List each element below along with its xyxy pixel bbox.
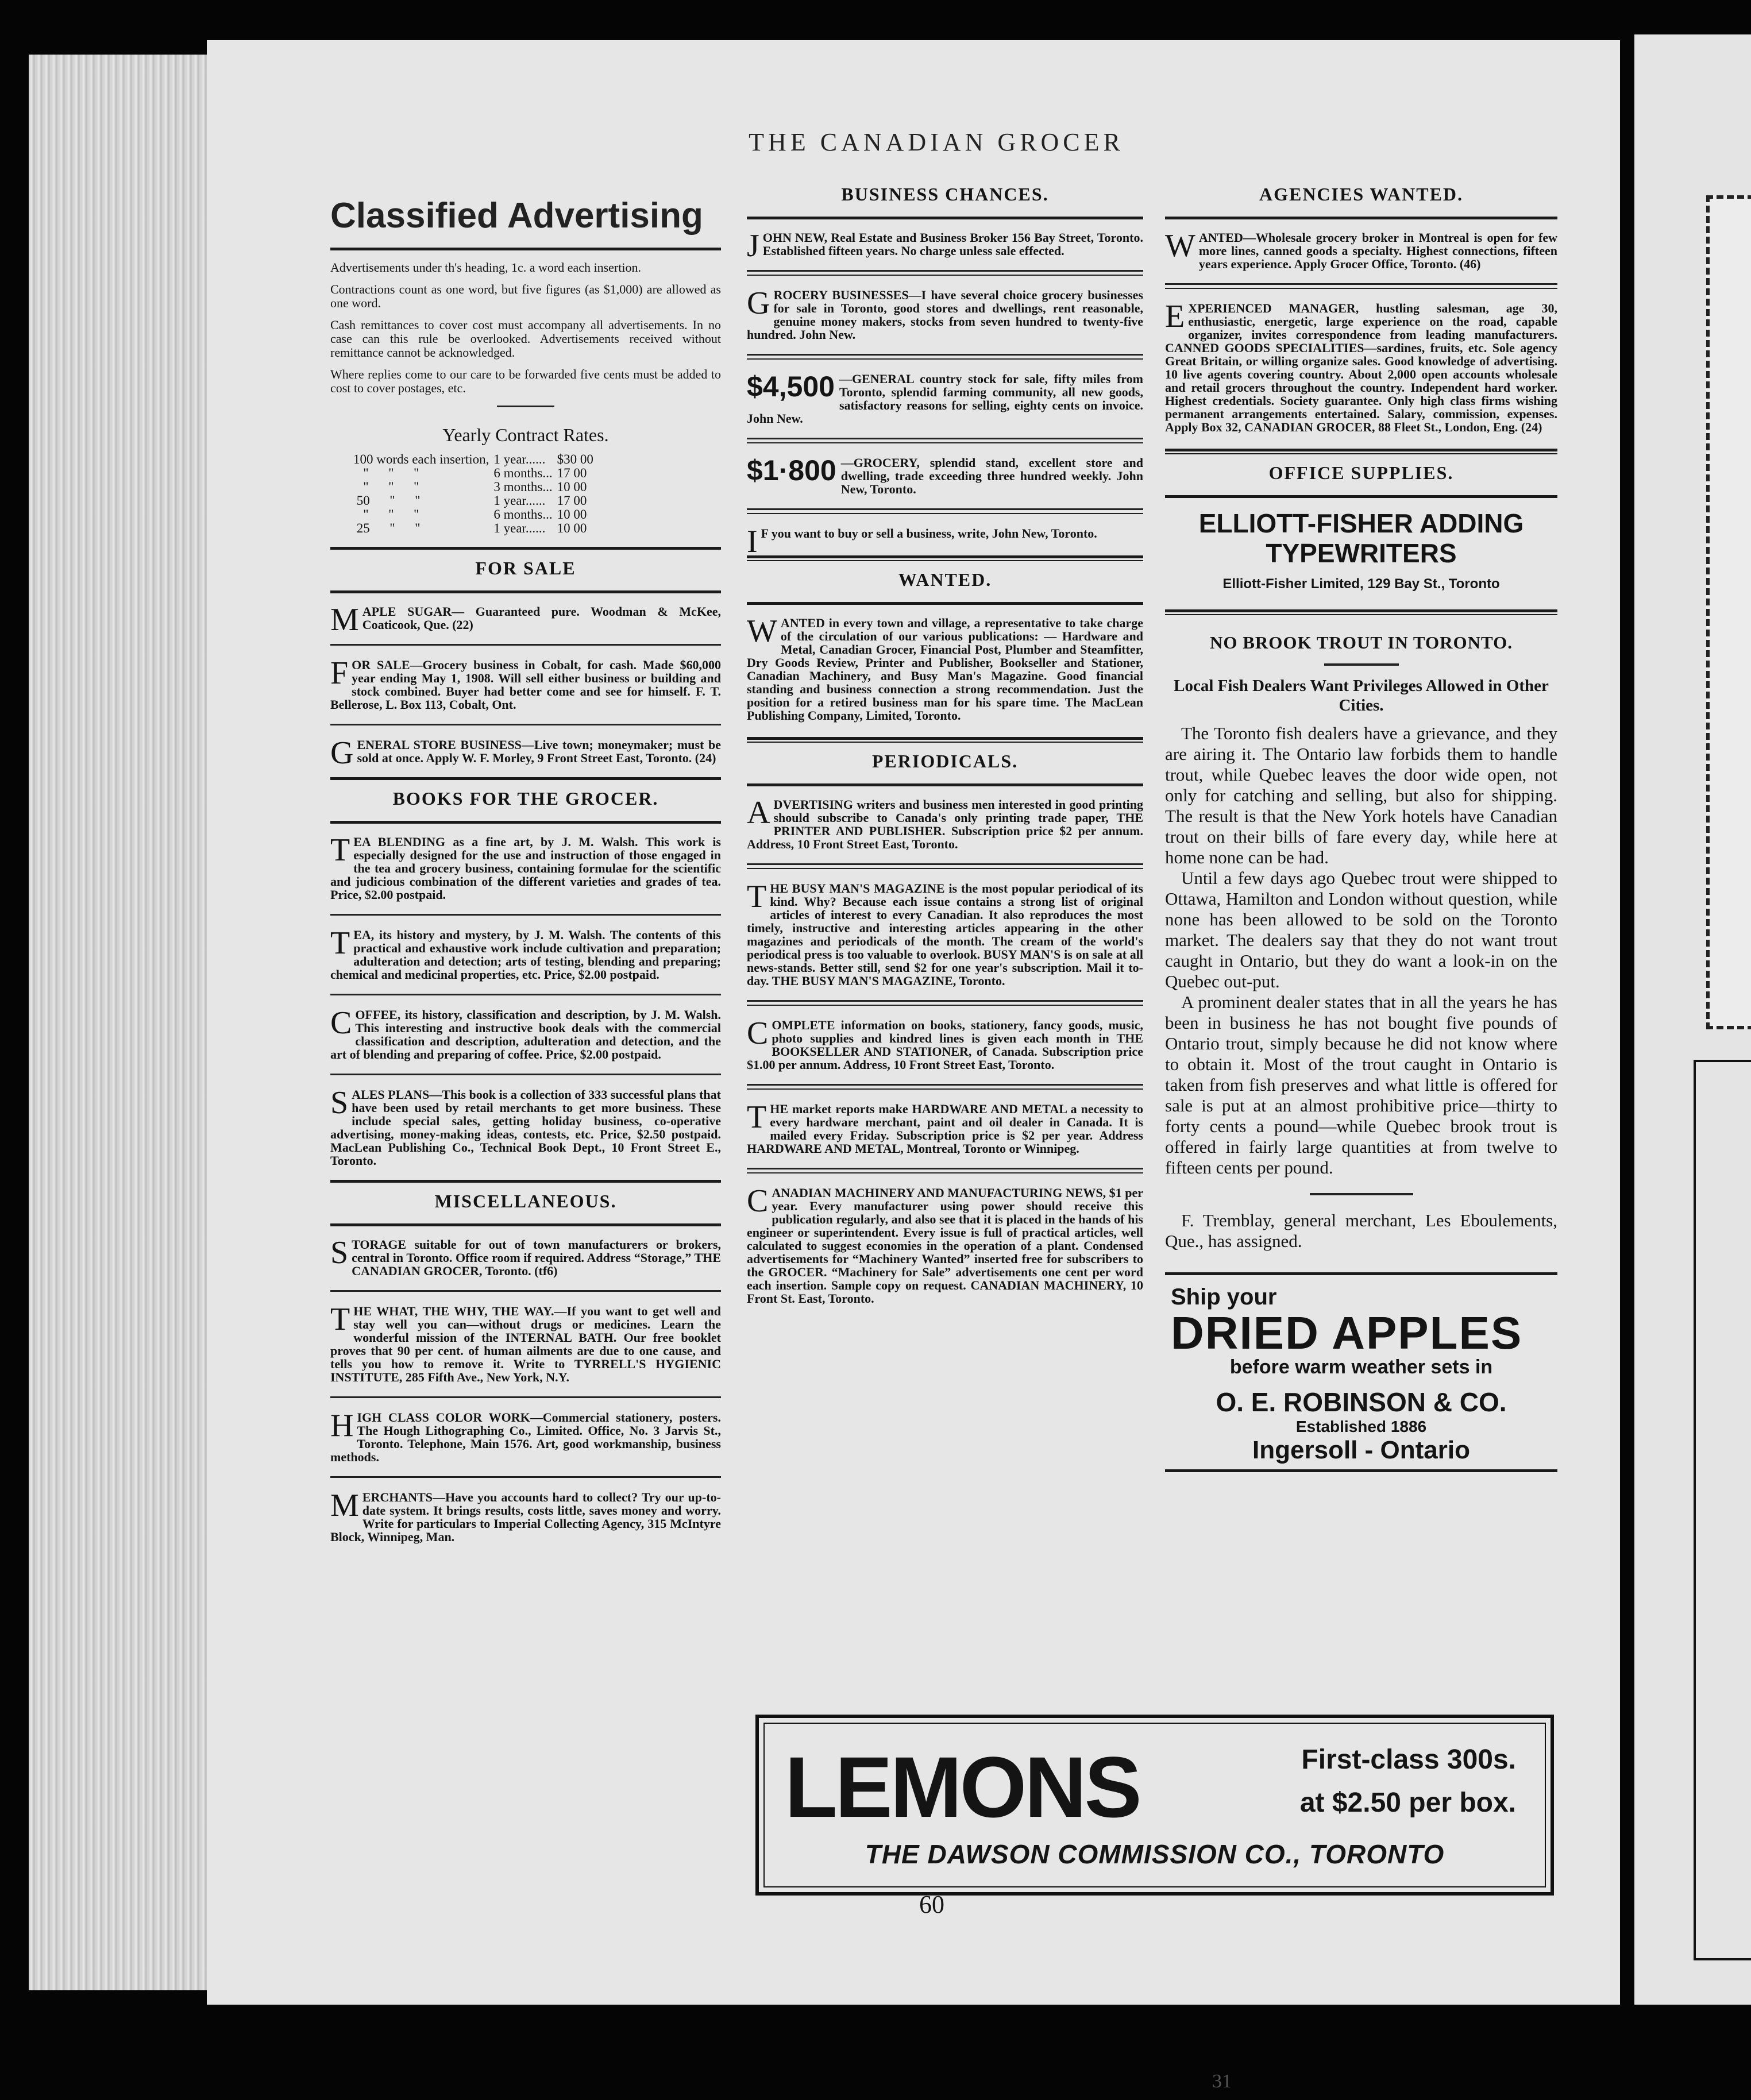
news-subheadline: Local Fish Dealers Want Privileges Allowed in Other Cities.: [1174, 677, 1549, 715]
divider: [747, 737, 1143, 740]
business-ad: $4,500 —GENERAL country stock for sale, fifty miles from Toronto, splendid farming community, all new goods, satisfactory reasons for selling, eighty cents on invoice. John New.: [747, 370, 1143, 426]
divider: [330, 644, 721, 646]
divider: [1165, 1469, 1557, 1472]
agency-ad: EXPERIENCED MANAGER, hustling salesman, age 30, enthusiastic, energetic, large experience on the road, capable organizer, invites correspondence from leading manufacturers. CANNED GOODS SPECIALITIES—sardines, fruits, etc. Sole agency Great Britain, or willing organize sales. Good knowledge of advertising. 10 live agents covering country. About 2,000 open accounts wholesale and retail grocers throughout the country. Independent hard worker. Highest credentials. Society guarantee. Only high class firms wishing permanent arrangements entertained. Salary, commission, expenses. Apply Box 32, CANADIAN GROCER, 88 Fleet St., London, Eng. (24): [1165, 299, 1557, 434]
divider: [747, 555, 1143, 558]
divider: [747, 270, 1143, 276]
rates-row: " " " 6 months... 17 00: [353, 466, 587, 480]
facing-page-zigzag-box: [1706, 195, 1751, 1029]
office-ad-title: TYPEWRITERS: [1266, 538, 1457, 568]
news-paragraph: The Toronto fish dealers have a grievance, and they are airing it. The Ontario law forbids them to handle trout, while Quebec leaves the door wide open, not only for catching and selling, but also for shipping. The result is that the New York hotels have Canadian trout on their bills of fare every day, while here at home none can be had.: [1165, 723, 1557, 867]
rates-row: " " " 3 months... 10 00: [353, 480, 587, 494]
intro-text: Advertisements under th's heading, 1c. a word each insertion.: [330, 260, 641, 275]
misc-ad: MERCHANTS—Have you accounts hard to collect? Try our up-to-date system. It brings results, costs little, saves money and worry. Write for particulars to Imperial Collecting Agency, 315 McIntyre Block, Winnipeg, Man.: [330, 1488, 721, 1544]
divider: [747, 508, 1143, 514]
office-ad-address: Elliott-Fisher Limited, 129 Bay St., Toronto: [1222, 576, 1500, 592]
dried-apples-ad: [1165, 1275, 1557, 1469]
column-business: [747, 172, 1143, 1305]
office-heading: OFFICE SUPPLIES.: [1268, 462, 1454, 483]
rates-row: 25 " " 1 year...... 10 00: [353, 521, 587, 535]
page-number: 60: [919, 1890, 944, 1918]
running-head: THE CANADIAN GROCER: [749, 128, 1124, 156]
divider: [1324, 663, 1399, 666]
lemons-line: First-class 300s.: [1301, 1744, 1516, 1775]
news-headline: NO BROOK TROUT IN TORONTO.: [1209, 632, 1513, 653]
periodical-ad: CANADIAN MACHINERY AND MANUFACTURING NEWS, $1 per year. Every manufacturer using power should receive this publication regularly, and also see that it is placed in the hands of his engineer or superintendent. Every issue is full of practical articles, well calculated to suggest economies in the operation of a plant. Condensed advertisements for “Machinery Wanted” inserted free for subscribers to the GROCER. “Machinery for Sale” advertisements one cent per word each insertion. Sample copy on request. CANADIAN MACHINERY, 10 Front St. East, Toronto.: [747, 1183, 1143, 1306]
divider: [330, 1396, 721, 1398]
divider: [747, 1168, 1143, 1173]
business-ad: JOHN NEW, Real Estate and Business Broker 156 Bay Street, Toronto. Established fifteen years. No charge unless sale effected.: [747, 228, 1143, 264]
edge-number: 31: [1212, 2071, 1232, 2092]
divider: [747, 1000, 1143, 1006]
wanted-ad: WANTED in every town and village, a representative to take charge of the circulation of our various publications: — Hardware and Metal, Canadian Grocer, Financial Post, Plumber and Steamfitter, Dry Goods Review, Printer and Publisher, Bookseller and Stationer, Canadian Machinery, and Busy Man's Magazine. Good financial standing and business connection a strong recommendation. Just the position for a retired business man for his spare time. The MacLean Publishing Company, Limited, Toronto.: [747, 613, 1143, 723]
office-ad-title: ELLIOTT-FISHER ADDING: [1198, 508, 1524, 538]
for-sale-heading: FOR SALE: [475, 558, 576, 578]
book-ad: TEA, its history and mystery, by J. M. Walsh. The contents of this practical and exhaustive work include cultivation and preparation; adulteration and detection; arts of testing, blending and preparing; chemical and medicinal properties, etc. Price, $2.00 postpaid.: [330, 925, 721, 982]
misc-ad: HIGH CLASS COLOR WORK—Commercial stationery, posters. The Hough Lithographing Co., Limited. Office, No. 3 Jarvis St., Toronto. Telephone, Main 1576. Art, good workmanship, business methods.: [330, 1408, 721, 1464]
classified-ad: GENERAL STORE BUSINESS—Live town; moneymaker; must be sold at once. Apply W. F. Morley, 9 Front Street East, Toronto. (24): [330, 735, 721, 771]
divider: [330, 1476, 721, 1478]
books-heading: BOOKS FOR THE GROCER.: [392, 788, 659, 809]
divider: [330, 1074, 721, 1075]
periodical-ad: ADVERTISING writers and business men interested in good printing should subscribe to Canada's only printing trade paper, THE PRINTER AND PUBLISHER. Subscription price $2 per annum. Address, 10 Front Street East, Toronto.: [747, 795, 1143, 851]
agency-ad: WANTED—Wholesale grocery broker in Montreal is open for few more lines, canned goods a specialty. Highest connections, fifteen years experience. Apply Grocer Office, Toronto. (46): [1165, 228, 1557, 271]
rates-table: [353, 453, 598, 535]
divider: [330, 994, 721, 995]
rates-row: 100 words each insertion, 1 year...... $30 00: [353, 452, 593, 466]
divider: [1165, 609, 1557, 612]
lemons-headline: LEMONS: [785, 1739, 1140, 1835]
column-agencies: [1165, 172, 1557, 1472]
divider: [747, 354, 1143, 360]
divider: [1165, 283, 1557, 289]
divider: [747, 742, 1143, 743]
business-ad: GROCERY BUSINESSES—I have several choice grocery businesses for sale in Toronto, good stores and dwellings, rent reasonable, genuine money makers, stocks from seven hundred to twenty-five hundred. John New.: [747, 285, 1143, 342]
ad-line: Ship your: [1171, 1284, 1277, 1310]
periodicals-heading: PERIODICALS.: [871, 751, 1019, 771]
classified-ad: FOR SALE—Grocery business in Cobalt, for cash. Made $60,000 year ending May 1, 1908. Will sell either business or building and stock combined. Buyer had better come and see for himself. F. T. Bellerose, L. Box 113, Cobalt, Ont.: [330, 655, 721, 712]
rates-row: 50 " " 1 year...... 17 00: [353, 493, 587, 508]
divider: [330, 1290, 721, 1292]
column-classified: [330, 172, 721, 1543]
intro-text: Cash remittances to cover cost must accompany all advertisements. In no case can this rule be overlooked. Advertisements received without remittance cannot be acknowledged.: [330, 318, 721, 360]
divider: [330, 1180, 721, 1183]
lemons-ad: [755, 1715, 1554, 1896]
divider: [330, 547, 721, 550]
ad-line: Established 1886: [1295, 1418, 1427, 1435]
book-ad: SALES PLANS—This book is a collection of 333 successful plans that have been used by retail merchants to get more business. These include special sales, getting holiday business, co-operative advertising, money-making ideas, contests, etc. Price, $2.50 postpaid. MacLean Publishing Co., Technical Book Dept., 10 Front Street E., Toronto.: [330, 1085, 721, 1168]
divider: [747, 863, 1143, 869]
ad-location: Ingersoll - Ontario: [1252, 1436, 1470, 1464]
divider: [497, 406, 554, 407]
book-ad: TEA BLENDING as a fine art, by J. M. Walsh. This work is especially designed for the use and instruction of those engaged in the tea and grocery business, containing formulae for the scientific and judicious combination of the different varieties and grades of tea. Price, $2.00 postpaid.: [330, 832, 721, 902]
business-heading: BUSINESS CHANCES.: [841, 184, 1049, 204]
intro-text: Where replies come to our care to be forwarded five cents must be added to cost to cover postages, etc.: [330, 367, 721, 395]
ad-headline: DRIED APPLES: [1171, 1307, 1523, 1358]
periodical-ad: THE BUSY MAN'S MAGAZINE is the most popular periodical of its kind. Why? Because each issue contains a strong list of original articles of interest to every Canadian. It also reproduces the most timely, instructive and interesting articles appearing in the other magazines and periodicals of the month. The cream of the world's periodical press is too valuable to overlook. BUSY MAN'S is on sale at all news-stands. Better still, send $2 for one year's subscription. Mail it to-day. THE BUSY MAN'S MAGAZINE, Toronto.: [747, 879, 1143, 988]
periodical-ad: THE market reports make HARDWARE AND METAL a necessity to every hardware merchant, paint and oil dealer in Canada. It is mailed every Friday. Subscription price is $2 per year. Address HARDWARE AND METAL, Montreal, Toronto or Winnipeg.: [747, 1099, 1143, 1156]
lemons-line: at $2.50 per box.: [1299, 1788, 1516, 1818]
divider: [747, 1084, 1143, 1090]
classified-title: Classified Advertising: [330, 196, 703, 236]
misc-ad: STORAGE suitable for out of town manufacturers or brokers, central in Toronto. Office room if required. Address “Storage,” THE CANADIAN GROCER, Toronto. (tf6): [330, 1235, 721, 1278]
ad-company: O. E. ROBINSON & CO.: [1216, 1387, 1507, 1417]
divider: [330, 777, 721, 780]
misc-ad: THE WHAT, THE WHY, THE WAY.—If you want to get well and stay well you can—without drugs or medicines. Learn the wonderful mission of the INTERNAL BATH. Our free booklet proves that 90 per cent. of human ailments are due to one cause, and tells you how to remove it. Write to TYRRELL'S HYGIENIC INSTITUTE, 285 Fifth Ave., New York, N.Y.: [330, 1302, 721, 1384]
agencies-heading: AGENCIES WANTED.: [1259, 184, 1464, 204]
misc-heading: MISCELLANEOUS.: [434, 1191, 617, 1211]
rates-title: Yearly Contract Rates.: [442, 424, 609, 445]
divider: [747, 560, 1143, 561]
divider: [330, 724, 721, 725]
book-ad: COFFEE, its history, classification and description, by J. M. Walsh. This interesting and instructive book deals with the commercial classification and description, adulteration and detection, and the art of blending and preparing of coffee. Price, $2.00 postpaid.: [330, 1005, 721, 1061]
lemons-company: THE DAWSON COMMISSION CO., TORONTO: [865, 1839, 1445, 1869]
book-page-stack: [29, 55, 221, 1990]
divider: [747, 438, 1143, 443]
news-paragraph: A prominent dealer states that in all the years he has been in business he has not bought five pounds of Ontario trout, simply because he did not know where to obtain it. Most of the trout caught in Ontario is taken from fish preserves and what little is offered for sale is put at an almost prohibitive price—thirty to forty cents a pound—while Quebec brook trout is offered in fairly large quantities at from twelve to fifteen cents per pound.: [1165, 992, 1557, 1178]
divider: [1310, 1193, 1413, 1195]
business-ad: I F you want to buy or sell a business, write, John New, Toronto.: [747, 524, 1097, 559]
facing-page-box: [1694, 1060, 1751, 1960]
wanted-heading: WANTED.: [898, 569, 992, 590]
periodical-ad: COMPLETE information on books, stationery, fancy goods, music, photo supplies and kindred lines is given each month in THE BOOKSELLER AND STATIONER, of Canada. Subscription price $1.00 per annum. Address, 10 Front Street East, Toronto.: [747, 1016, 1143, 1072]
news-notice: F. Tremblay, general merchant, Les Eboulements, Que., has assigned.: [1165, 1210, 1557, 1251]
business-ad: $1·800 —GROCERY, splendid stand, excellent store and dwelling, trade exceeding three hundred weekly. John New, Toronto.: [747, 454, 1143, 496]
news-paragraph: Until a few days ago Quebec trout were shipped to Ottawa, Hamilton and London without question, while none has been allowed to be sold on the Toronto market. The dealers say that they do not want trout caught in Ontario, but they do want a look-in on the Quebec out-put.: [1165, 868, 1557, 991]
divider: [1165, 453, 1557, 454]
divider: [330, 914, 721, 916]
intro-text: Contractions count as one word, but five figures (as $1,000) are allowed as one word.: [330, 282, 721, 310]
classified-ad: MAPLE SUGAR— Guaranteed pure. Woodman & McKee, Coaticook, Que. (22): [330, 602, 721, 638]
ad-line: before warm weather sets in: [1229, 1356, 1493, 1378]
divider: [1165, 449, 1557, 451]
rates-row: " " " 6 months... 10 00: [353, 507, 587, 522]
